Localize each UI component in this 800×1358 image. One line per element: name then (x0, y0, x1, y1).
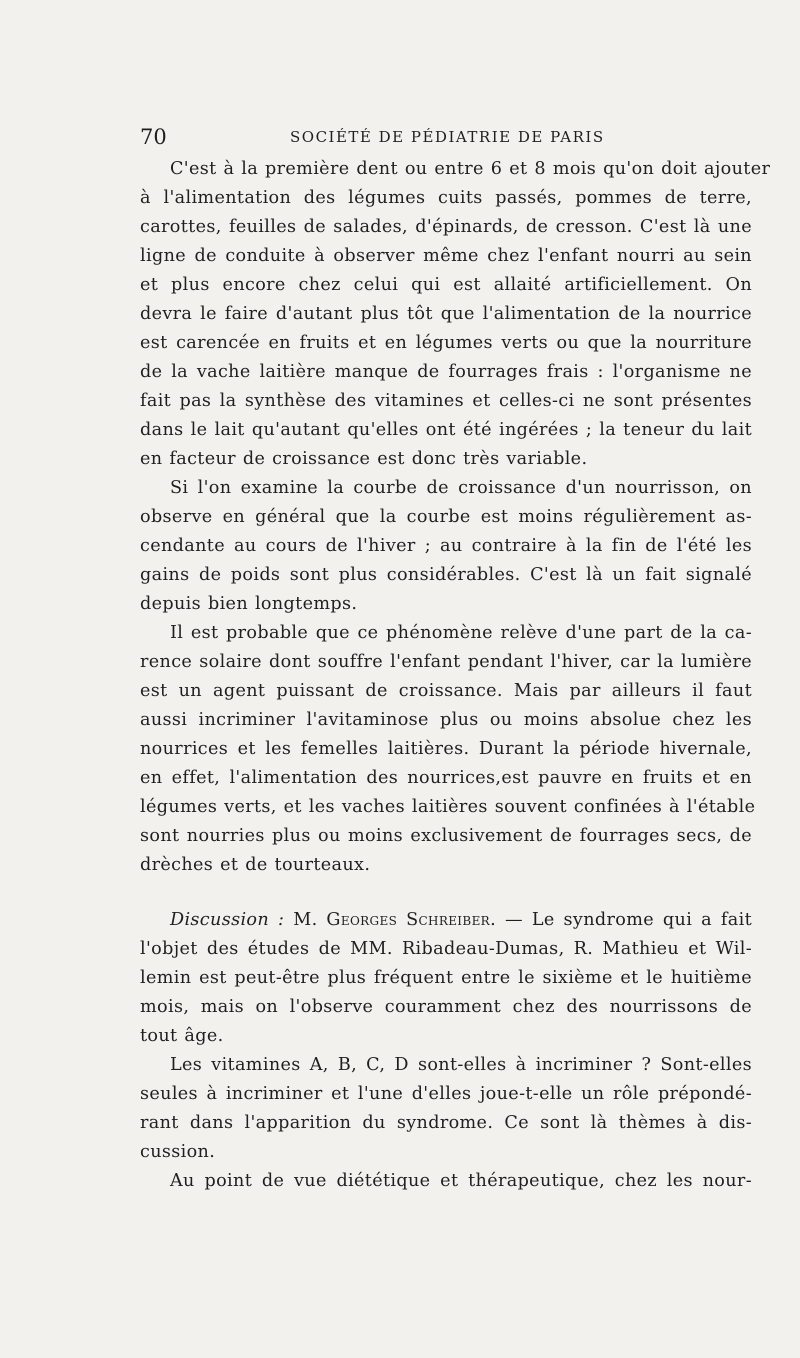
text-line: lemin est peut-être plus fréquent entre le sixième et le huitième (140, 968, 752, 988)
page-number: 70 (140, 125, 167, 149)
paragraph-4 (140, 1051, 752, 1167)
text-line: est carencée en fruits et en légumes verts ou que la nourriture (140, 333, 752, 353)
text-line: Les vitamines A, B, C, D sont-elles à incriminer ? Sont-elles (170, 1055, 752, 1075)
text-line: l'objet des études de MM. Ribadeau-Dumas, R. Mathieu et Wil- (140, 939, 752, 959)
text-line: mois, mais on l'observe couramment chez des nourrissons de (140, 997, 752, 1017)
text-line: est un agent puissant de croissance. Mais par ailleurs il faut (140, 681, 752, 701)
paragraph-1 (140, 155, 771, 474)
text-line: à l'alimentation des légumes cuits passés, pommes de terre, (140, 188, 752, 208)
discussion-paragraph (140, 906, 752, 1051)
running-head: SOCIÉTÉ DE PÉDIATRIE DE PARIS (290, 128, 605, 146)
text-line: rant dans l'apparition du syndrome. Ce sont là thèmes à dis- (140, 1113, 752, 1133)
text-line: en facteur de croissance est donc très variable. (140, 449, 588, 469)
text-line: Il est probable que ce phénomène relève d'une part de la ca- (170, 623, 752, 643)
page-header (140, 124, 740, 150)
paragraph-2 (140, 474, 752, 619)
text-line: fait pas la synthèse des vitamines et celles-ci ne sont présentes (140, 391, 752, 411)
text-line: devra le faire d'autant plus tôt que l'alimentation de la nourrice (140, 304, 752, 324)
discussion-first-line (140, 906, 752, 935)
text-line: cendante au cours de l'hiver ; au contraire à la fin de l'été les (140, 536, 752, 556)
text-line: ligne de conduite à observer même chez l'enfant nourri au sein (140, 246, 752, 266)
text-line: carottes, feuilles de salades, d'épinards, de cresson. C'est là une (140, 217, 752, 237)
text-line: Si l'on examine la courbe de croissance d'un nourrisson, on (170, 478, 752, 498)
text-line: en effet, l'alimentation des nourrices,est pauvre en fruits et en (140, 768, 752, 788)
text-line: et plus encore chez celui qui est allaité artificiellement. On (140, 275, 752, 295)
body-text (140, 155, 771, 1196)
text-line: rence solaire dont souffre l'enfant pendant l'hiver, car la lumière (140, 652, 752, 672)
paragraph-5 (140, 1167, 752, 1196)
paragraph-3 (140, 619, 756, 880)
text-line: sont nourries plus ou moins exclusivement de fourrages secs, de (140, 826, 752, 846)
text-line: depuis bien longtemps. (140, 594, 358, 614)
text-line: de la vache laitière manque de fourrages frais : l'organisme ne (140, 362, 752, 382)
text-line: Au point de vue diététique et thérapeutique, chez les nour- (170, 1171, 752, 1191)
text-line: drèches et de tourteaux. (140, 855, 371, 875)
text-line: nourrices et les femelles laitières. Durant la période hivernale, (140, 739, 752, 759)
text-line: dans le lait qu'autant qu'elles ont été ingérées ; la teneur du lait (140, 420, 752, 440)
section-spacer (140, 880, 752, 906)
text-line: aussi incriminer l'avitaminose plus ou moins absolue chez les (140, 710, 752, 730)
discussion-text: — Le syndrome qui a fait (504, 910, 752, 930)
text-line: gains de poids sont plus considérables. C'est là un fait signalé (140, 565, 752, 585)
text-line: seules à incriminer et l'une d'elles joue-t-elle un rôle prépondé- (140, 1084, 752, 1104)
text-line: cussion. (140, 1142, 216, 1162)
text-line: légumes verts, et les vaches laitières souvent confinées à l'étable (140, 797, 756, 817)
text-line: observe en général que la courbe est moins régulièrement as- (140, 507, 752, 527)
text-line: C'est à la première dent ou entre 6 et 8 mois qu'on doit ajouter (170, 159, 771, 179)
text-line: tout âge. (140, 1026, 224, 1046)
discussion-label: Discussion : (170, 910, 285, 930)
discussion-speaker: M. Georges Schreiber. (293, 910, 497, 930)
